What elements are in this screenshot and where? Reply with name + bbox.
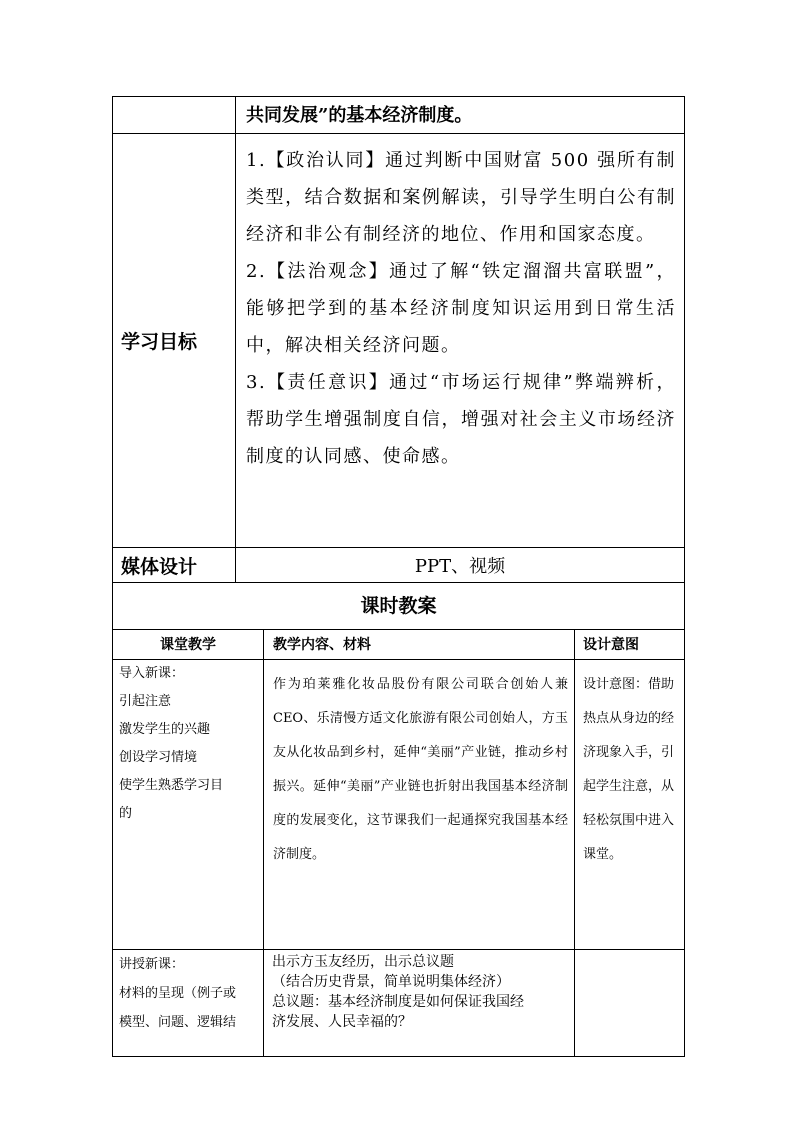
media-label: 媒体设计 [113,548,236,582]
new-lesson-intent [575,950,684,1056]
continuation-text: 共同发展”的基本经济制度。 [246,105,473,126]
new-lesson-content-line: 总议题：基本经济制度是如何保证我国经 [272,994,524,1010]
learning-goals-label: 学习目标 [113,134,236,547]
learning-goals-list [236,134,684,547]
continuation-row [113,97,684,134]
learning-goal-item: 2.【法治观念】通过了解“铁定溜溜共富联盟”，能够把学到的基本经济制度知识运用到日常生活中，解决相关经济问题。 [246,261,676,356]
intro-content: 作为珀莱雅化妆品股份有限公司联合创始人兼 CEO、乐清慢方适文化旅游有限公司创始人，方玉友从化妆品到乡村，延伸“美丽”产业链，推动乡村振兴。延伸“美丽”产业链也折射出我国基本经济制度的发展变化，这节课我们一起通探究我国基本经济制度。 [264,660,575,949]
header-classroom: 课堂教学 [113,630,264,659]
new-lesson-content-line: 出示方玉友经历，出示总议题 [272,954,454,970]
intro-stage-line: 引起注意 [119,694,172,709]
new-lesson-stage-line: 材料的呈现（例子或 [119,986,237,1001]
intro-row [113,660,684,950]
learning-goals-row [113,134,684,548]
intro-stage-cell [113,660,264,949]
new-lesson-stage-cell [113,950,264,1056]
new-lesson-content-line: （结合历史背景，简单说明集体经济） [272,974,510,990]
new-lesson-content-line: 济发展、人民幸福的？ [272,1014,412,1030]
continuation-label-cell [113,97,236,133]
section-title: 课时教案 [360,595,437,617]
learning-goal-item: 3.【责任意识】通过“市场运行规律”弊端辨析，帮助学生增强制度自信，增强对社会主义市场经济制度的认同感、使命感。 [246,372,676,467]
header-intent: 设计意图 [583,637,639,653]
media-row [113,548,684,583]
header-row [113,630,684,660]
media-value: PPT、视频 [414,556,506,577]
intro-intent: 设计意图：借助热点从身边的经济现象入手，引起学生注意，从轻松氛围中进入课堂。 [583,677,675,862]
new-lesson-stage-line: 模型、问题、逻辑结 [119,1015,237,1030]
intro-stage-line: 使学生熟悉学习目 [119,778,224,793]
intro-stage-line: 创设学习情境 [119,750,198,765]
section-title-row [113,583,684,630]
intro-stage-line: 的 [119,806,133,821]
new-lesson-row [113,950,684,1056]
new-lesson-content [264,950,575,1056]
intro-stage-line: 导入新课： [119,666,185,681]
new-lesson-stage-line: 讲授新课： [119,957,185,972]
header-content: 教学内容、材料 [264,630,575,659]
learning-goal-item: 1.【政治认同】通过判断中国财富 500 强所有制类型，结合数据和案例解读，引导学生明白公有制经济和非公有制经济的地位、作用和国家态度。 [246,150,676,245]
lesson-plan-table [112,96,685,1057]
intro-stage-line: 激发学生的兴趣 [119,722,211,737]
